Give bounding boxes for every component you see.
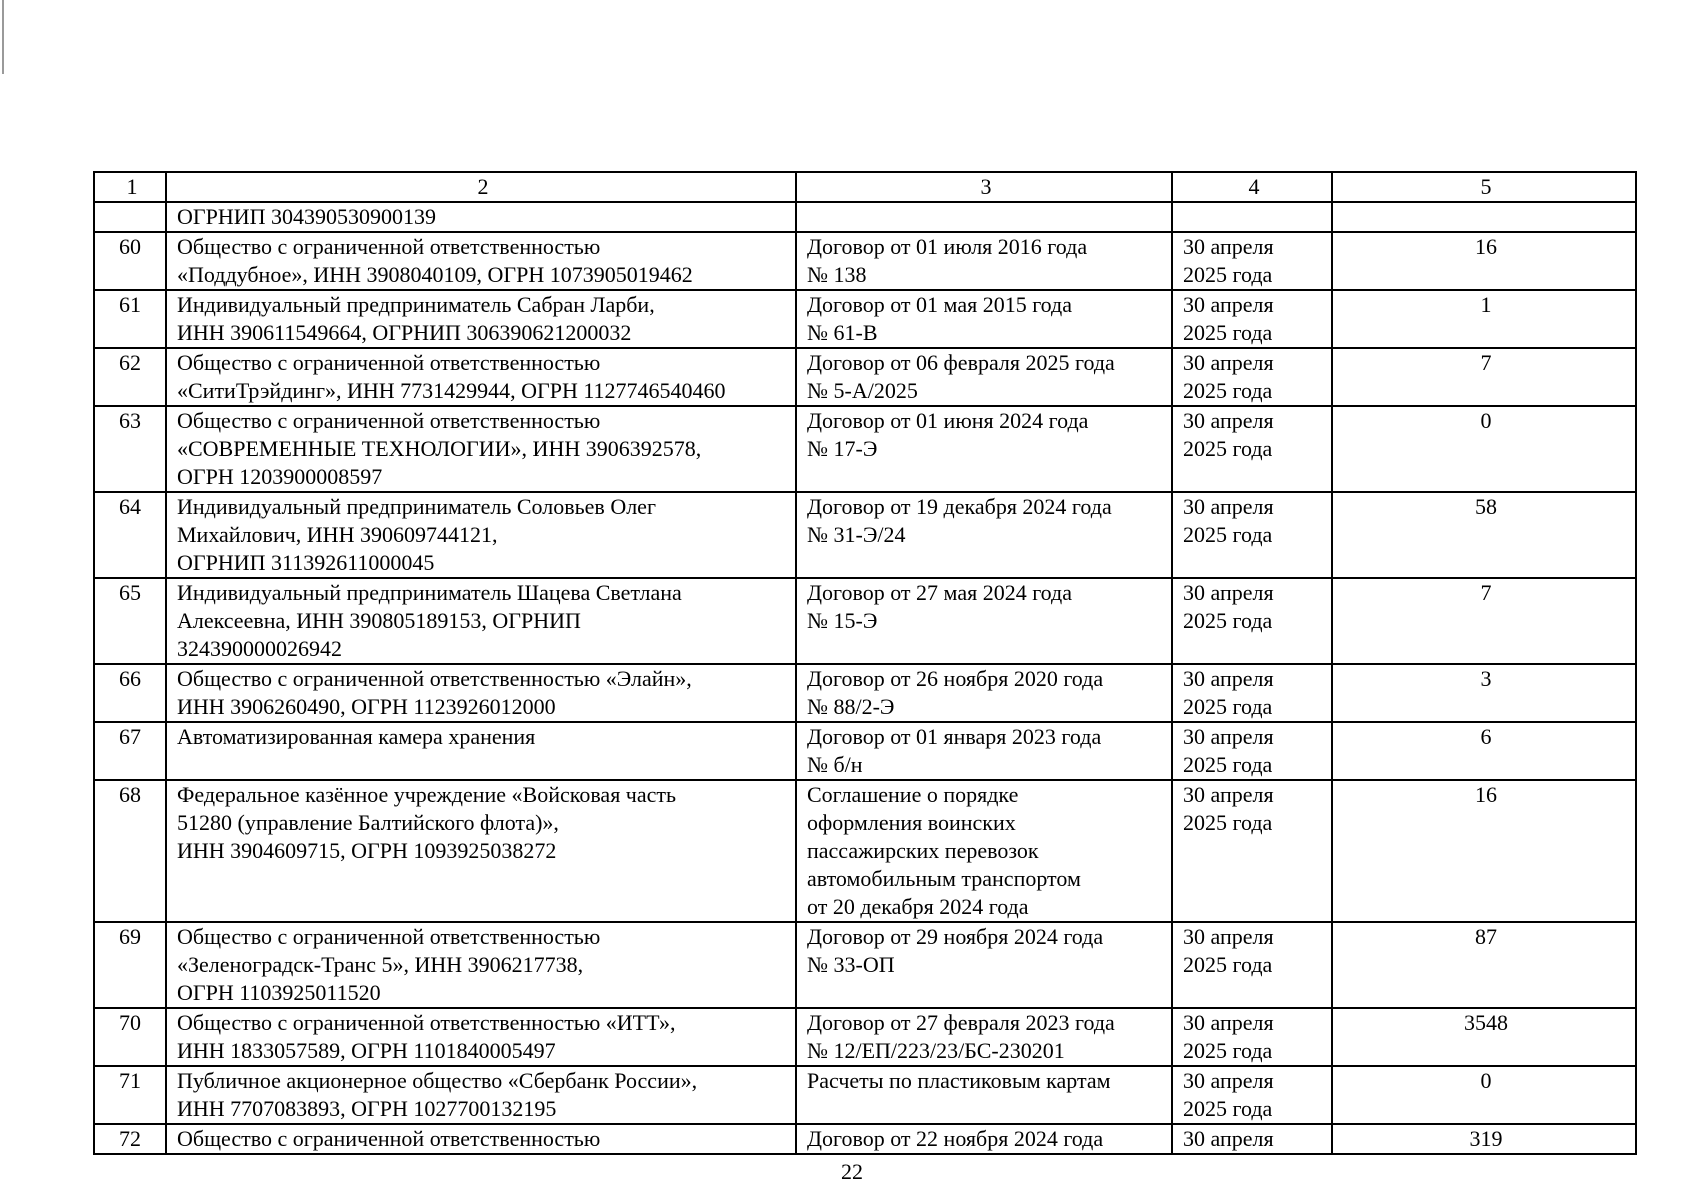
page-number: 22 <box>841 1159 863 1184</box>
header-cell-4: 4 <box>1172 172 1332 202</box>
organization-cell: Индивидуальный предприниматель Соловьев Олег Михайлович, ИНН 390609744121, ОГРНИП 311392611000045 <box>166 492 796 578</box>
date-cell: 30 апреля 2025 года <box>1172 232 1332 290</box>
organization-cell: Индивидуальный предприниматель Шацева Светлана Алексеевна, ИНН 390805189153, ОГРНИП 324390000026942 <box>166 578 796 664</box>
date-cell <box>1172 202 1332 232</box>
header-cell-3: 3 <box>796 172 1172 202</box>
organization-cell: Общество с ограниченной ответственностью «Зеленоградск-Транс 5», ИНН 3906217738, ОГРН 1103925011520 <box>166 922 796 1008</box>
organization-cell: ОГРНИП 304390530900139 <box>166 202 796 232</box>
table-row <box>94 1124 1636 1154</box>
date-cell: 30 апреля 2025 года <box>1172 722 1332 780</box>
table-header-row <box>94 172 1636 202</box>
date-cell: 30 апреля 2025 года <box>1172 578 1332 664</box>
date-cell: 30 апреля 2025 года <box>1172 1008 1332 1066</box>
value-cell: 0 <box>1332 406 1636 492</box>
contract-cell: Договор от 01 июня 2024 года № 17-Э <box>796 406 1172 492</box>
row-number <box>94 202 166 232</box>
value-cell: 58 <box>1332 492 1636 578</box>
value-cell: 0 <box>1332 1066 1636 1124</box>
row-number: 72 <box>94 1124 166 1154</box>
header-cell-5: 5 <box>1332 172 1636 202</box>
table-row <box>94 1008 1636 1066</box>
contract-cell: Договор от 19 декабря 2024 года № 31-Э/24 <box>796 492 1172 578</box>
organization-cell: Общество с ограниченной ответственностью «ИТТ», ИНН 1833057589, ОГРН 1101840005497 <box>166 1008 796 1066</box>
contract-cell <box>796 202 1172 232</box>
date-cell: 30 апреля 2025 года <box>1172 406 1332 492</box>
row-number: 60 <box>94 232 166 290</box>
organization-cell: Общество с ограниченной ответственностью «СОВРЕМЕННЫЕ ТЕХНОЛОГИИ», ИНН 3906392578, ОГРН 1203900008597 <box>166 406 796 492</box>
table-row <box>94 492 1636 578</box>
value-cell: 7 <box>1332 348 1636 406</box>
contract-cell: Договор от 22 ноября 2024 года <box>796 1124 1172 1154</box>
contract-cell: Соглашение о порядке оформления воинских пассажирских перевозок автомобильным транспортом от 20 декабря 2024 года <box>796 780 1172 922</box>
organization-cell: Общество с ограниченной ответственностью <box>166 1124 796 1154</box>
row-number: 63 <box>94 406 166 492</box>
contract-cell: Договор от 29 ноября 2024 года № 33-ОП <box>796 922 1172 1008</box>
date-cell: 30 апреля 2025 года <box>1172 922 1332 1008</box>
table-row <box>94 780 1636 922</box>
value-cell <box>1332 202 1636 232</box>
row-number: 61 <box>94 290 166 348</box>
table-row <box>94 922 1636 1008</box>
value-cell: 16 <box>1332 780 1636 922</box>
date-cell: 30 апреля 2025 года <box>1172 664 1332 722</box>
date-cell: 30 апреля 2025 года <box>1172 290 1332 348</box>
date-cell: 30 апреля 2025 года <box>1172 348 1332 406</box>
row-number: 70 <box>94 1008 166 1066</box>
table-row <box>94 348 1636 406</box>
date-cell: 30 апреля 2025 года <box>1172 780 1332 922</box>
value-cell: 16 <box>1332 232 1636 290</box>
row-number: 64 <box>94 492 166 578</box>
table-row <box>94 664 1636 722</box>
value-cell: 87 <box>1332 922 1636 1008</box>
table-row <box>94 578 1636 664</box>
value-cell: 3 <box>1332 664 1636 722</box>
table-row <box>94 290 1636 348</box>
contract-cell: Расчеты по пластиковым картам <box>796 1066 1172 1124</box>
contract-cell: Договор от 01 января 2023 года № б/н <box>796 722 1172 780</box>
contract-cell: Договор от 26 ноября 2020 года № 88/2-Э <box>796 664 1172 722</box>
row-number: 68 <box>94 780 166 922</box>
table-row <box>94 232 1636 290</box>
header-cell-2: 2 <box>166 172 796 202</box>
row-number: 66 <box>94 664 166 722</box>
table-row <box>94 722 1636 780</box>
row-number: 69 <box>94 922 166 1008</box>
table-row <box>94 202 1636 232</box>
contract-cell: Договор от 06 февраля 2025 года № 5-А/2025 <box>796 348 1172 406</box>
value-cell: 1 <box>1332 290 1636 348</box>
date-cell: 30 апреля <box>1172 1124 1332 1154</box>
organization-cell: Общество с ограниченной ответственностью «Элайн», ИНН 3906260490, ОГРН 1123926012000 <box>166 664 796 722</box>
header-cell-1: 1 <box>94 172 166 202</box>
document-table <box>93 171 1637 1155</box>
value-cell: 7 <box>1332 578 1636 664</box>
date-cell: 30 апреля 2025 года <box>1172 492 1332 578</box>
organization-cell: Публичное акционерное общество «Сбербанк России», ИНН 7707083893, ОГРН 1027700132195 <box>166 1066 796 1124</box>
organization-cell: Общество с ограниченной ответственностью «СитиТрэйдинг», ИНН 7731429944, ОГРН 1127746540460 <box>166 348 796 406</box>
row-number: 67 <box>94 722 166 780</box>
organization-cell: Общество с ограниченной ответственностью «Поддубное», ИНН 3908040109, ОГРН 1073905019462 <box>166 232 796 290</box>
value-cell: 6 <box>1332 722 1636 780</box>
date-cell: 30 апреля 2025 года <box>1172 1066 1332 1124</box>
row-number: 65 <box>94 578 166 664</box>
contract-cell: Договор от 27 мая 2024 года № 15-Э <box>796 578 1172 664</box>
contract-cell: Договор от 27 февраля 2023 года № 12/ЕП/223/23/БС-230201 <box>796 1008 1172 1066</box>
table-row <box>94 406 1636 492</box>
table-row <box>94 1066 1636 1124</box>
value-cell: 3548 <box>1332 1008 1636 1066</box>
row-number: 71 <box>94 1066 166 1124</box>
row-number: 62 <box>94 348 166 406</box>
contract-cell: Договор от 01 июля 2016 года № 138 <box>796 232 1172 290</box>
organization-cell: Федеральное казённое учреждение «Войсковая часть 51280 (управление Балтийского флота)», ИНН 3904609715, ОГРН 1093925038272 <box>166 780 796 922</box>
contract-cell: Договор от 01 мая 2015 года № 61-В <box>796 290 1172 348</box>
value-cell: 319 <box>1332 1124 1636 1154</box>
organization-cell: Автоматизированная камера хранения <box>166 722 796 780</box>
organization-cell: Индивидуальный предприниматель Сабран Ларби, ИНН 390611549664, ОГРНИП 306390621200032 <box>166 290 796 348</box>
scan-edge-mark <box>2 0 4 74</box>
